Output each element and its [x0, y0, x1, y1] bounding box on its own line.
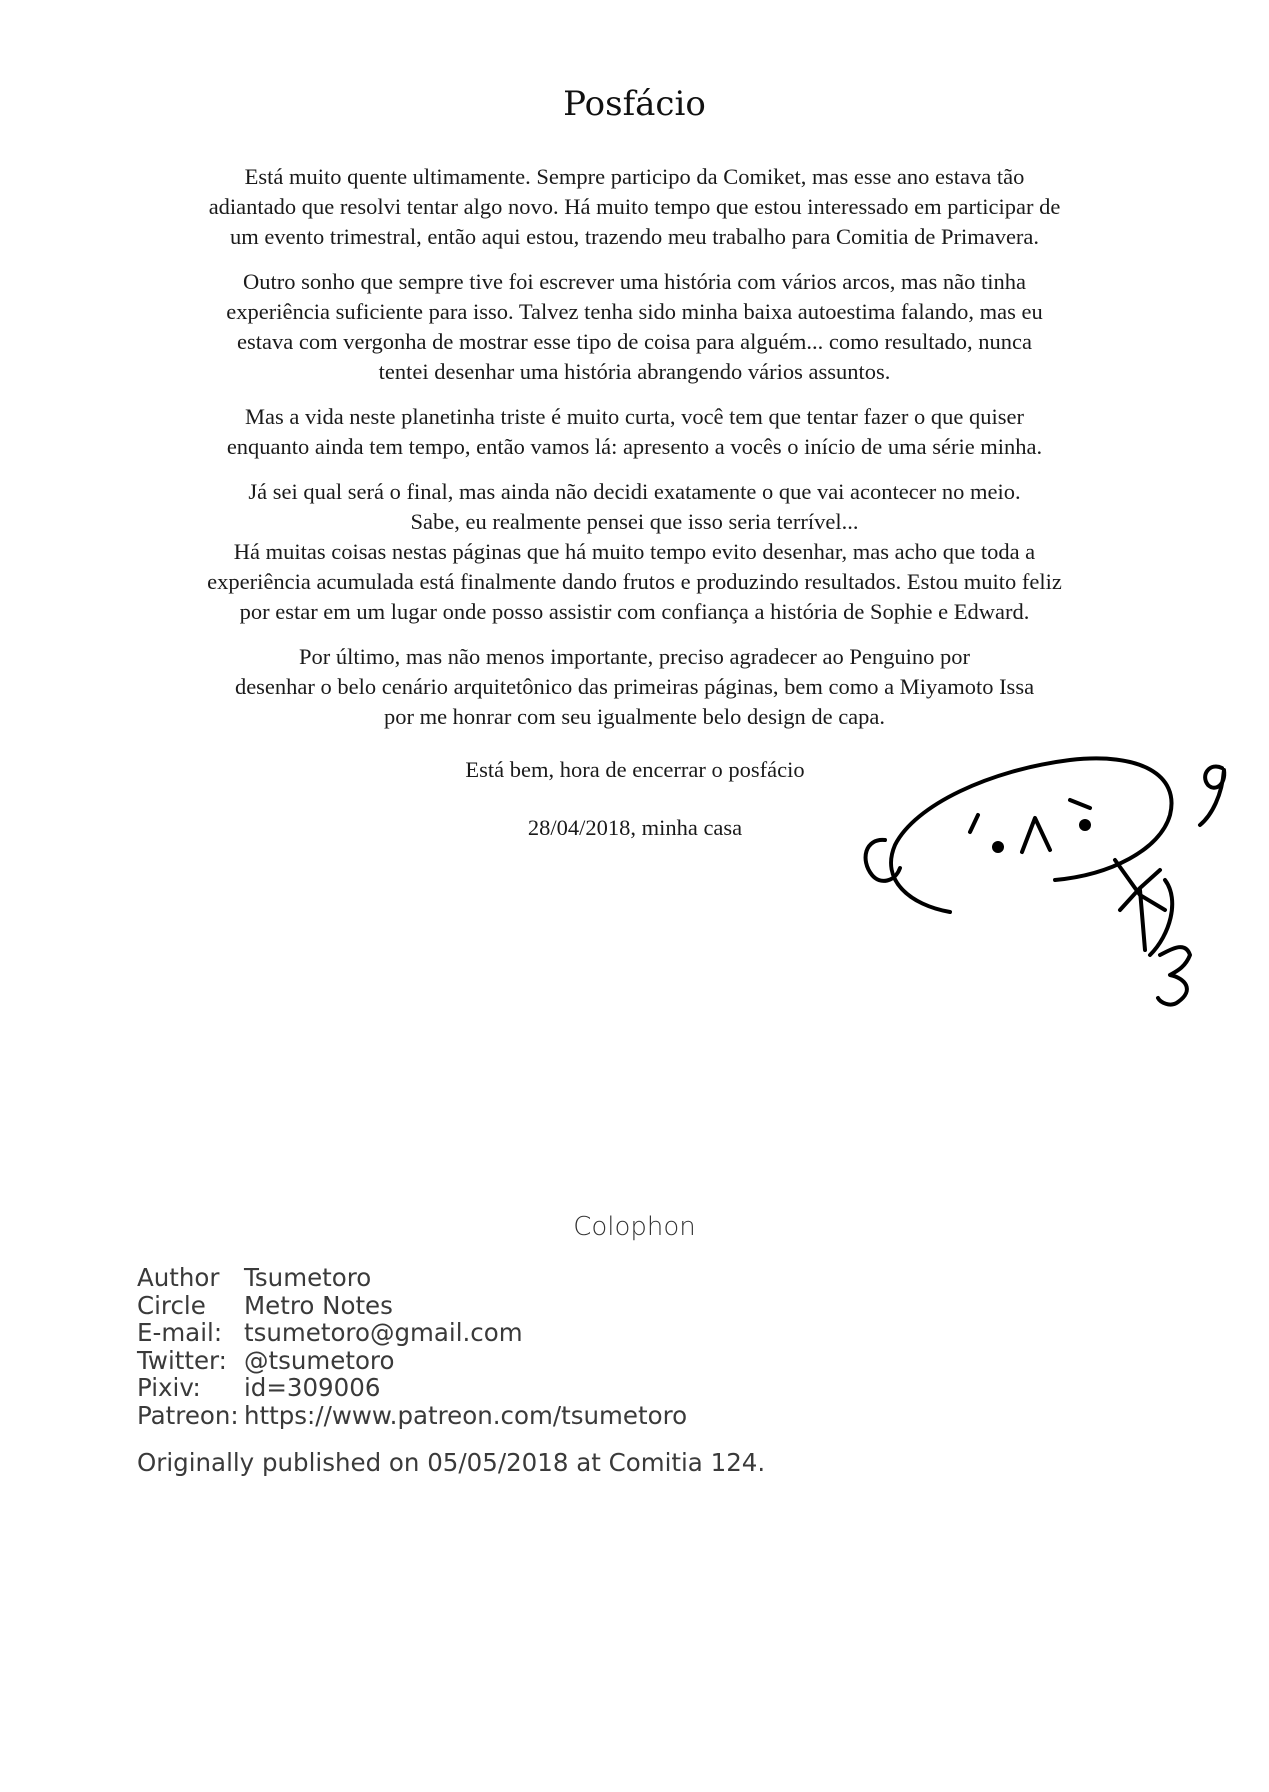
afterword-body — [130, 162, 1139, 747]
page-title: Posfácio — [563, 84, 706, 124]
colophon-title: Colophon — [573, 1212, 696, 1242]
text-line: um evento trimestral, então aqui estou, trazendo meu trabalho para Comitia de Primavera. — [229, 224, 1040, 249]
colophon-label: Patreon: — [137, 1400, 239, 1430]
colophon-row-patreon — [137, 1402, 687, 1430]
colophon-value: https://www.patreon.com/tsumetoro — [244, 1400, 688, 1430]
publication-note: Originally published on 05/05/2018 at Comitia 124. — [137, 1448, 766, 1477]
text-line: Sabe, eu realmente pensei que isso seria terrível... — [410, 509, 859, 534]
text-line: Já sei qual será o final, mas ainda não decidi exatamente o que vai acontecer no meio. — [248, 479, 1021, 504]
paragraph — [130, 402, 1139, 462]
colophon-label: Twitter: — [137, 1345, 227, 1375]
text-line: experiência acumulada está finalmente dando frutos e produzindo resultados. Estou muito feliz — [207, 569, 1062, 594]
text-line: por me honrar com seu igualmente belo design de capa. — [383, 704, 886, 729]
colophon-label: E-mail: — [137, 1318, 223, 1347]
colophon-value: tsumetoro@gmail.com — [244, 1318, 523, 1347]
text-line: desenhar o belo cenário arquitetônico das primeiras páginas, bem como a Miyamoto Issa — [234, 674, 1035, 699]
text-line: Mas a vida neste planetinha triste é muito curta, você tem que tentar fazer o que quiser — [244, 404, 1025, 429]
colophon-label: Circle — [137, 1290, 206, 1320]
colophon-details — [137, 1264, 687, 1429]
text-line: Por último, mas não menos importante, preciso agradecer ao Penguino por — [298, 644, 971, 669]
colophon-label: Pixiv: — [137, 1373, 201, 1402]
closing-line: Está bem, hora de encerrar o posfácio — [465, 757, 805, 782]
colophon-value: Tsumetoro — [244, 1263, 372, 1292]
signature-drawing-icon — [840, 740, 1240, 1040]
paragraph — [130, 162, 1139, 252]
colophon-value: @tsumetoro — [244, 1345, 395, 1375]
text-line: adiantado que resolvi tentar algo novo. Há muito tempo que estou interessado em participar de — [208, 194, 1061, 219]
text-line: enquanto ainda tem tempo, então vamos lá: apresento a vocês o início de uma série minha. — [226, 434, 1043, 459]
colophon-row-email — [137, 1319, 687, 1347]
colophon-value: Metro Notes — [244, 1290, 393, 1320]
text-line: por estar em um lugar onde posso assistir com confiança a história de Sophie e Edward. — [239, 599, 1030, 624]
paragraph — [130, 477, 1139, 627]
text-line: Está muito quente ultimamente. Sempre participo da Comiket, mas esse ano estava tão — [244, 164, 1025, 189]
paragraph — [130, 642, 1139, 732]
colophon-label: Author — [137, 1263, 220, 1292]
colophon-value: id=309006 — [244, 1373, 381, 1402]
colophon-row-twitter — [137, 1347, 687, 1375]
text-line: experiência suficiente para isso. Talvez tenha sido minha baixa autoestima falando, mas eu — [226, 299, 1043, 324]
colophon-row-pixiv — [137, 1374, 687, 1402]
colophon-row-author — [137, 1264, 687, 1292]
text-line: Há muitas coisas nestas páginas que há muito tempo evito desenhar, mas acho que toda a — [233, 539, 1036, 564]
text-line: estava com vergonha de mostrar esse tipo de coisa para alguém... como resultado, nunca — [237, 329, 1032, 354]
colophon-row-circle — [137, 1292, 687, 1320]
text-line: Outro sonho que sempre tive foi escrever uma história com vários arcos, mas não tinha — [243, 269, 1026, 294]
date-line: 28/04/2018, minha casa — [527, 815, 743, 840]
text-line: tentei desenhar uma história abrangendo vários assuntos. — [378, 359, 891, 384]
paragraph — [130, 267, 1139, 387]
